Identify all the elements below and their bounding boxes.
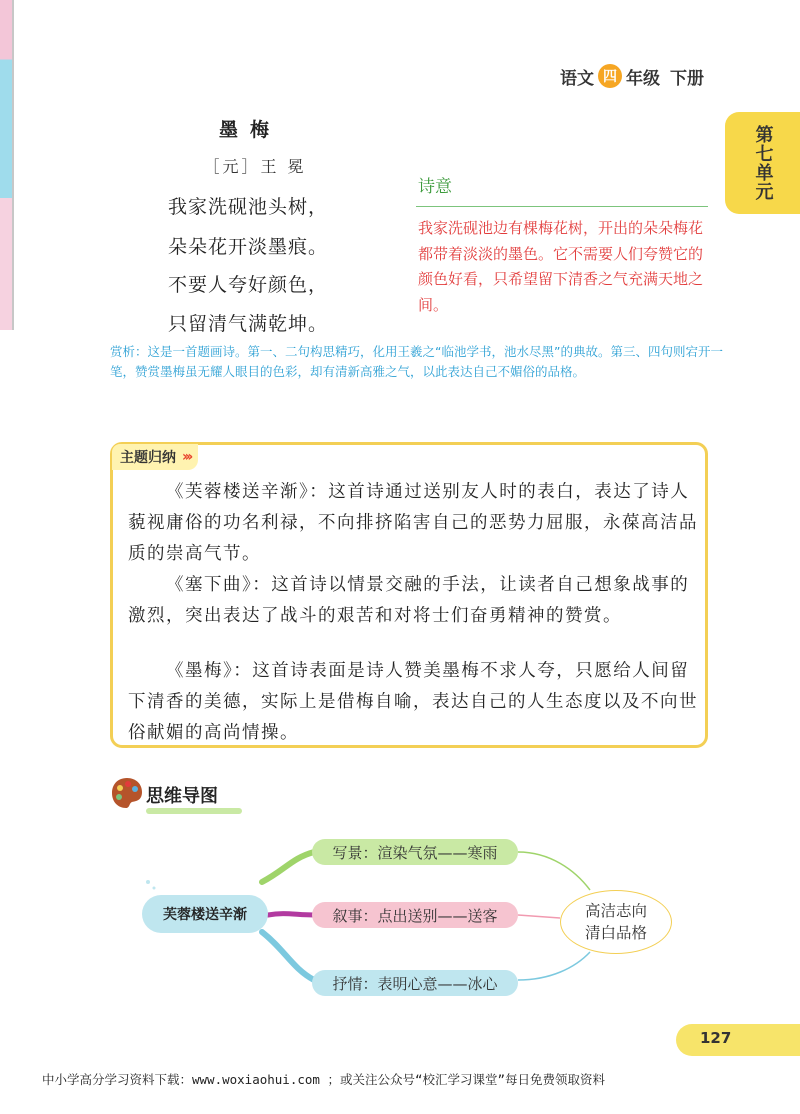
mindmap-branch-scene: 写景：渲染气氛——寒雨	[312, 839, 518, 865]
page-number: 127	[700, 1029, 732, 1047]
unit-tab[interactable]	[725, 112, 800, 214]
left-decoration-strip	[0, 0, 14, 330]
meaning-label: 诗意	[418, 177, 452, 197]
poem-line: 不要人夸好颜色，	[168, 274, 329, 296]
footer-text: 中小学高分学习资料下载：www.woxiaohui.com ；或关注公众号“校汇学习课堂”每日免费领取资料	[42, 1072, 606, 1087]
header-volume: 下册	[670, 68, 704, 89]
arrows-icon: ›››	[182, 449, 191, 465]
theme-paragraph: 《塞下曲》：这首诗以情景交融的手法，让读者自己想象战事的激烈，突出表达了战斗的艰苦和对将士们奋勇精神的赞赏。	[128, 575, 690, 626]
theme-paragraph: 《芙蓉楼送辛渐》：这首诗通过送别友人时的表白，表达了诗人藐视庸俗的功名利禄，不向排挤陷害自己的恶势力屈服，永葆高洁品质的崇高气节。	[128, 482, 698, 564]
header-subject: 语文	[560, 68, 594, 89]
mindmap-title: 思维导图	[146, 786, 218, 807]
theme-tag-label: 主题归纳	[120, 450, 176, 466]
connector-bot	[262, 932, 314, 980]
mindmap-conclusion-node	[560, 890, 672, 954]
connector-top	[262, 852, 314, 882]
connector-right-top	[518, 852, 590, 890]
theme-tag	[112, 444, 198, 470]
conclusion-line: 高洁志向	[584, 902, 647, 920]
poem-author: ［元］王 冕	[203, 157, 307, 176]
mindmap-branch-lyric: 抒情：表明心意——冰心	[312, 970, 518, 996]
appreciation-text: 赏析：这是一首题画诗。第一、二句构思精巧，化用王羲之“临池学书，池水尽黑”的典故。第三、四句则宕开一笔，赞赏墨梅虽无耀人眼目的色彩，却有清新高雅之气，以此表达自己不媚俗的品格。	[110, 344, 723, 379]
conclusion-line: 清白品格	[584, 924, 647, 942]
theme-paragraph: 《墨梅》：这首诗表面是诗人赞美墨梅不求人夸，只愿给人间留下清香的美德，实际上是借梅自喻，表达自己的人生态度以及不向世俗献媚的高尚情操。	[128, 661, 698, 743]
header-grade: 年级	[626, 68, 660, 89]
poem-line: 朵朵花开淡墨痕。	[168, 236, 329, 258]
poem-title: 墨梅	[218, 119, 281, 141]
connector-mid	[268, 914, 314, 915]
unit-tab-label: 第七单元	[752, 125, 774, 201]
meaning-text: 我家洗砚池边有棵梅花树，开出的朵朵梅花都带着淡淡的墨色。它不需要人们夸赞它的颜色好看，只希望留下清香之气充满天地之间。	[418, 219, 704, 314]
poem-line: 只留清气满乾坤。	[168, 313, 329, 335]
mindmap-branch-narrative: 叙事：点出送别——送客	[312, 902, 518, 928]
page-header	[560, 62, 704, 90]
mindmap-title-underline	[146, 808, 242, 814]
page-number-badge	[676, 1024, 800, 1056]
connector-right-mid	[518, 915, 560, 918]
grade-badge: 四	[598, 64, 622, 88]
connector-right-bot	[518, 952, 590, 980]
mindmap-center-node: 芙蓉楼送辛渐	[142, 895, 268, 933]
poem-line: 我家洗砚池头树，	[168, 196, 329, 218]
meaning-divider	[416, 206, 708, 207]
palette-icon	[110, 776, 144, 810]
